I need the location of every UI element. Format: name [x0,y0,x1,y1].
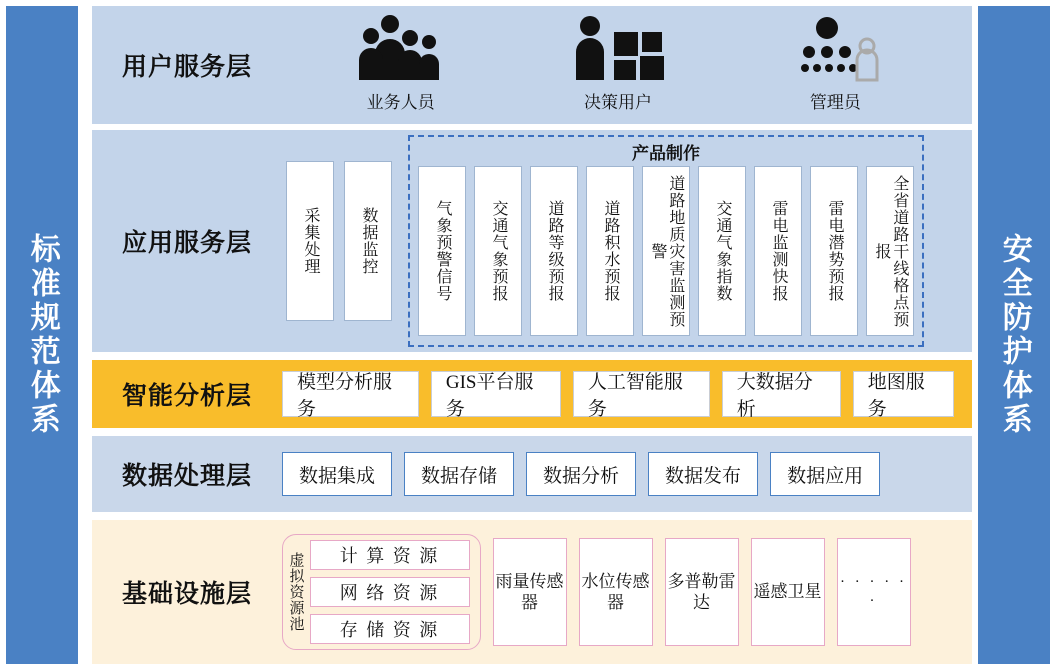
sensor-label: · · · · · · [840,574,907,609]
analysis-item-label: 模型分析服务 [297,372,393,420]
right-pillar [978,6,1050,664]
product-card-label: 雷电潜势预报 [825,200,843,302]
layer-infrastructure-label: 基础设施层 [121,581,252,608]
sensor-label: 多普勒雷达 [667,571,736,612]
sensor-water-level[interactable] [579,538,653,646]
layer-data-processing [92,436,972,512]
virtual-resource-pool [282,534,481,650]
data-item-integration[interactable] [282,452,392,496]
product-card-traffic-weather-index[interactable] [698,166,746,336]
analysis-item-label: 大数据分析 [736,372,813,420]
product-production-title: 产品制作 [632,144,700,163]
layer-user-service [92,6,972,124]
sensor-label: 遥感卫星 [753,582,822,602]
sensor-label: 水位传感器 [581,571,650,612]
user-role-item [570,12,666,113]
sensor-remote-sensing-satellite[interactable] [751,538,825,646]
analysis-item-big-data[interactable] [722,371,841,420]
user-role-item [353,12,449,113]
app-card-collection-processing[interactable] [286,161,334,321]
product-card-weather-warning-signal[interactable] [418,166,466,336]
product-card-label: 道路积水预报 [601,200,619,302]
user-role-caption: 管理员 [809,92,861,112]
pool-item-network[interactable] [310,577,470,607]
pool-item-storage[interactable] [310,614,470,644]
analysis-item-ai-service[interactable] [573,371,710,420]
layer-intelligent-analysis-label: 智能分析层 [121,383,252,410]
product-production-group [408,135,924,347]
user-role-caption: 决策用户 [583,92,652,112]
product-card-label: 全省道路干线格点预报 [873,174,908,328]
product-card-geological-disaster-warning[interactable] [642,166,690,336]
layer-data-processing-label: 数据处理层 [121,463,252,490]
product-card-label: 道路等级预报 [545,200,563,302]
layer-application-service-label: 应用服务层 [121,230,252,257]
data-item-application[interactable] [770,452,880,496]
left-pillar [6,6,78,664]
sensor-more-placeholder [837,538,911,646]
data-item-label: 数据存储 [421,465,498,487]
data-item-storage[interactable] [404,452,514,496]
app-card-data-monitoring[interactable] [344,161,392,321]
data-item-analysis[interactable] [526,452,636,496]
data-item-label: 数据分析 [543,465,620,487]
infrastructure-items [282,534,972,650]
product-card-label: 气象预警信号 [433,200,451,302]
user-role-item [787,12,883,113]
layer-infrastructure [92,520,972,664]
analysis-item-label: 人工智能服务 [587,372,683,420]
product-card-label: 雷电监测快报 [769,200,787,302]
left-pillar-label: 标准规范体系 [25,233,59,437]
product-card-traffic-weather-forecast[interactable] [474,166,522,336]
pool-item-label: 网 络 资 源 [339,583,440,603]
analysis-item-gis-platform[interactable] [431,371,561,420]
sensor-rain-gauge[interactable] [493,538,567,646]
data-item-label: 数据发布 [665,465,742,487]
pool-item-label: 计 算 资 源 [339,546,440,566]
data-item-publishing[interactable] [648,452,758,496]
app-card-label: 数据监控 [359,207,377,275]
product-card-road-waterlogging-forecast[interactable] [586,166,634,336]
pool-item-compute[interactable] [310,540,470,570]
data-item-label: 数据集成 [299,465,376,487]
analysis-item-label: 地图服务 [867,372,925,420]
user-role-caption: 业务人员 [366,92,435,112]
data-processing-items [282,452,972,496]
sensor-doppler-radar[interactable] [665,538,739,646]
layer-intelligent-analysis [92,360,972,428]
product-card-label: 道路地质灾害监测预警 [649,174,684,328]
person-blocks-icon [570,12,666,84]
product-card-lightning-potential-forecast[interactable] [810,166,858,336]
analysis-item-label: GIS平台服务 [445,372,534,420]
analysis-item-map-service[interactable] [853,371,954,420]
admin-org-icon [787,12,883,84]
product-card-label: 交通气象指数 [713,200,731,302]
product-card-lightning-monitoring-report[interactable] [754,166,802,336]
virtual-resource-pool-label: 虚拟资源池 [287,552,304,632]
right-pillar-label: 安全防护体系 [997,233,1031,437]
people-group-icon [353,12,449,84]
data-item-label: 数据应用 [787,465,864,487]
product-card-province-road-grid-forecast[interactable] [866,166,914,336]
user-role-group [282,12,972,119]
intelligent-analysis-items [282,371,972,420]
product-card-road-grade-forecast[interactable] [530,166,578,336]
layer-application-service [92,130,972,352]
app-card-label: 采集处理 [301,207,319,275]
layer-user-service-label: 用户服务层 [121,54,252,81]
pool-item-label: 存 储 资 源 [339,620,440,640]
analysis-item-model-service[interactable] [282,371,419,420]
sensor-label: 雨量传感器 [495,571,564,612]
product-card-label: 交通气象预报 [489,200,507,302]
